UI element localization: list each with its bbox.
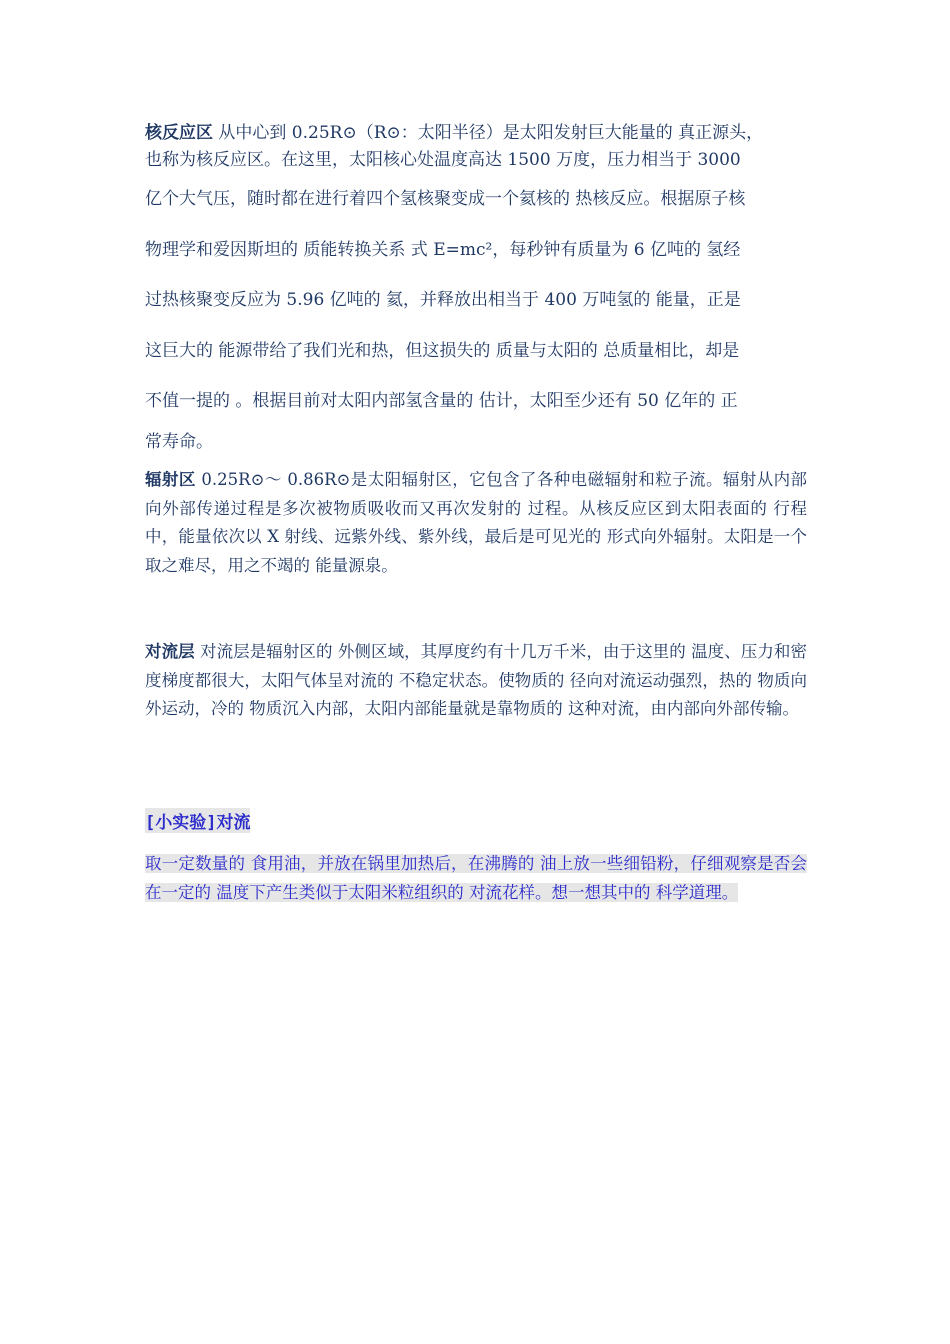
core-line-5: 过热核聚变反应为 5.96 亿吨的 氦，并释放出相当于 400 万吨氢的 能量，正是 [145,290,741,310]
experiment-title: [小实验]对流 [145,808,250,833]
convection-heading: 对流层 [145,642,195,661]
core-line-2: 也称为核反应区。在这里，太阳核心处温度高达 1500 万度，压力相当于 3000 [145,150,741,170]
convection-text: 对流层是辐射区的 外侧区域，其厚度约有十几万千米，由于这里的 温度、压力和密度梯度都很大，太阳气体呈对流的 不稳定状态。使物质的 径向对流运动强烈，热的 物质向外运动，冷的 物质沉入内部，太阳内部能量就是靠物质的 这种对流，由内部向外部传输。 [145,642,807,718]
experiment-body [145,850,807,907]
radiation-section [145,466,807,580]
core-line-1: 从中心到 0.25R⊙（R⊙：太阳半径）是太阳发射巨大能量的 真正源头， [218,123,764,143]
core-line-3: 亿个大气压，随时都在进行着四个氢核聚变成一个氦核的 热核反应。根据原子核 [145,189,746,209]
core-line-6: 这巨大的 能源带给了我们光和热，但这损失的 质量与太阳的 总质量相比，却是 [145,340,740,361]
core-line-4: 物理学和爱因斯坦的 质能转换关系 式 E=mc²，每秒钟有质量为 6 亿吨的 氢经 [145,239,741,260]
core-first-lines [145,120,807,174]
core-reaction-section [145,120,807,477]
radiation-text: 0.25R⊙～ 0.86R⊙是太阳辐射区，它包含了各种电磁辐射和粒子流。辐射从内部向外部传递过程是多次被物质吸收而又再次发射的 过程。从核反应区到太阳表面的 行程中，能量依次以 X 射线、远紫外线、紫外线，最后是可见光的 形式向外辐射。太阳是一个取之难尽，用之不竭的 能量源泉。 [145,470,808,575]
convection-section [145,638,807,724]
radiation-heading: 辐射区 [145,470,196,489]
core-heading: 核反应区 [145,123,213,143]
core-line-7: 不值一提的 。根据目前对太阳内部氢含量的 估计，太阳至少还有 50 亿年的 正 [145,391,738,411]
core-line-8: 常寿命。 [145,431,213,452]
experiment-text: 取一定数量的 食用油，并放在锅里加热后，在沸腾的 油上放一些细铅粉，仔细观察是否会在一定的 温度下产生类似于太阳米粒组织的 对流花样。想一想其中的 科学道理。 [145,854,807,902]
